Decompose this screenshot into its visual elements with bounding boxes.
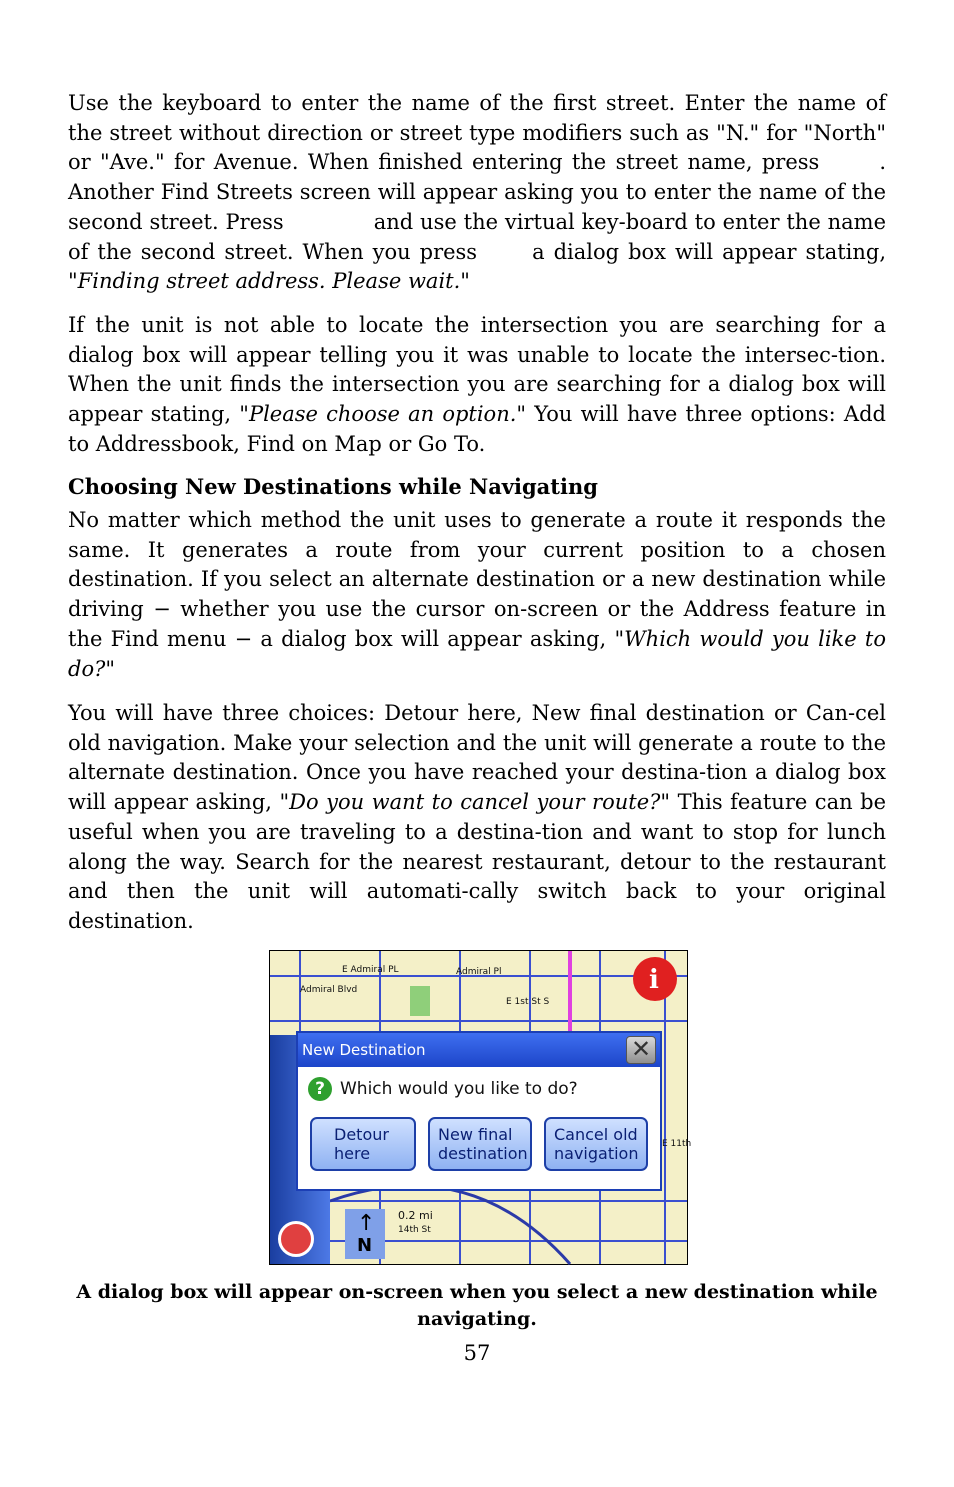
question-icon: ? (308, 1077, 332, 1101)
text-run: You will have three choices: Detour here, New final destination or Can-cel old navigation. Make your selection and the unit will generate a route to the alternate destination. Once you have reached your destina-tion a dialog box will appear asking, (68, 701, 886, 815)
figure-caption: A dialog box will appear on-screen when you select a new destination while navigating. (76, 1281, 878, 1330)
north-label: N (357, 1235, 373, 1256)
text-run: You will have three options: Add to Addressbook, Find on Map or Go To. (68, 402, 886, 456)
text-run: Use the keyboard to enter the name of the first street. Enter the name of the street without direction or street type modifiers such as "N." for "North" or "Ave." for Avenue. When finished entering the street name, press (68, 91, 886, 175)
dialog-title: New Destination (302, 1041, 426, 1059)
north-arrow-icon: ↑ (357, 1211, 376, 1236)
scale-label: 0.2 mi (398, 1209, 433, 1222)
map-street-label: 14th St (398, 1225, 431, 1235)
section-heading: Choosing New Destinations while Navigating (68, 474, 598, 499)
text-run: a dialog box will appear stating, (532, 239, 887, 264)
paragraph-find-streets (68, 89, 886, 297)
italic-quote: "Which would you like to do?" (68, 626, 886, 681)
close-icon[interactable]: ✕ (626, 1036, 656, 1064)
map-street-label: Admiral Blvd (300, 985, 358, 995)
new-final-destination-button[interactable]: New final destination (428, 1117, 532, 1171)
map-street-label: Admiral Pl (456, 967, 502, 977)
text-run: . Another Find Streets screen will appear asking you to enter the name of the second street. Press (68, 150, 886, 234)
zoom-out-icon[interactable] (278, 1221, 314, 1257)
screenshot-figure (269, 950, 692, 1265)
detour-here-button[interactable]: Detour here (310, 1117, 416, 1171)
italic-quote: "Do you want to cancel your route?" (279, 790, 671, 815)
dialog-question (308, 1077, 578, 1101)
italic-quote: "Finding street address. Please wait." (68, 269, 470, 294)
page-number: 57 (463, 1341, 491, 1365)
cancel-old-navigation-button[interactable]: Cancel old navigation (544, 1117, 648, 1171)
compass (345, 1209, 385, 1259)
paragraph-choices (68, 699, 886, 937)
text-run: This feature can be useful when you are traveling to a destina-tion and want to stop for lunch along the way. Search for the nearest restaurant, detour to the restaurant and then the unit will automati-cally switch back to your original destination. (68, 790, 886, 933)
map-street-label: E Admiral PL (342, 965, 399, 975)
text-run: No matter which method the unit uses to generate a route it responds the same. It generates a route from your current position to a chosen destination. If you select an alternate destination or a new destination while driving − whether you use the cursor on-screen or the Address feature in the Find menu − a dialog box will appear asking, (68, 508, 886, 651)
svg-text:i: i (649, 965, 659, 995)
question-text: Which would you like to do? (340, 1079, 578, 1099)
text-run: If the unit is not able to locate the intersection you are searching for a dialog box will appear telling you it was unable to locate the intersec-tion. When the unit finds the intersection you are searching for a dialog box will appear stating, (68, 313, 886, 427)
text-run: and use the virtual key-board to enter the name of the second street. When you press (68, 209, 887, 264)
map-street-label: E 11th (662, 1139, 692, 1149)
paragraph-intersection (68, 311, 886, 460)
new-destination-dialog (296, 1031, 662, 1191)
dialog-titlebar (298, 1033, 660, 1067)
paragraph-route (68, 506, 886, 684)
map-street-label: E 1st St S (506, 997, 550, 1007)
italic-quote: "Please choose an option." (239, 402, 527, 427)
